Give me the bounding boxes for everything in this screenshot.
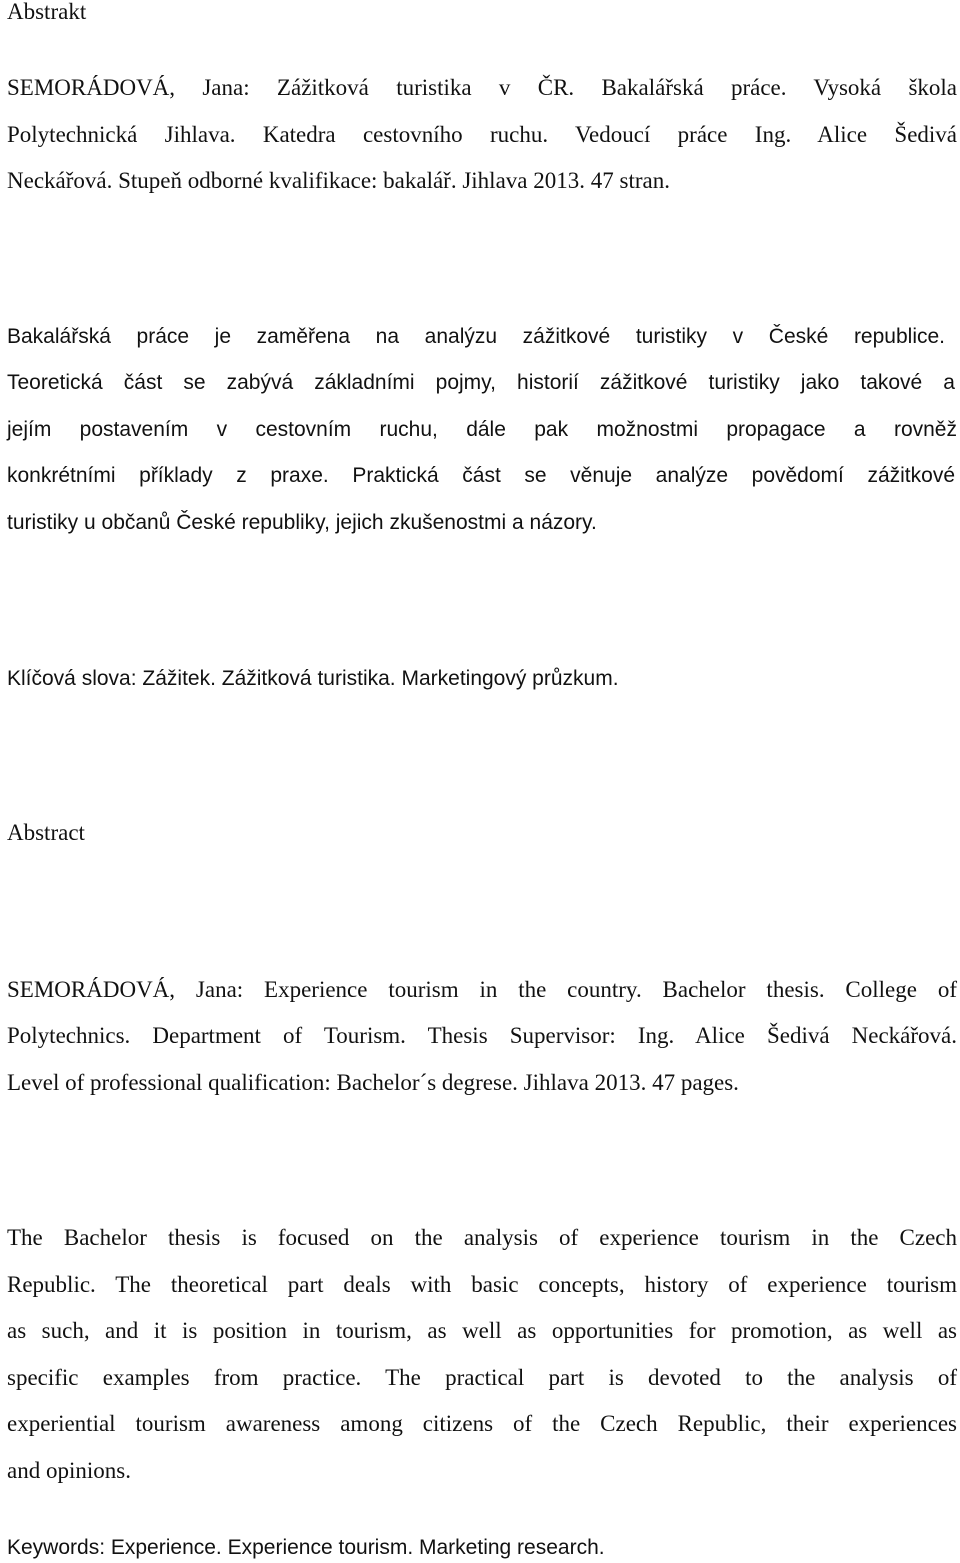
english-abstract-line-5: experiential tourism awareness among citizens of the Czech Republic, their experiences xyxy=(7,1411,957,1436)
czech-abstract-line-5: turistiky u občanů České republiky, jejich zkušenostmi a názory. xyxy=(7,511,597,534)
english-abstract-line-4: specific examples from practice. The practical part is devoted to the analysis of xyxy=(7,1365,957,1390)
english-keywords: Keywords: Experience. Experience tourism. Marketing research. xyxy=(7,1536,605,1559)
czech-citation-line-1: SEMORÁDOVÁ, Jana: Zážitková turistika v ČR. Bakalářská práce. Vysoká škola xyxy=(7,75,957,100)
english-citation-line-1: SEMORÁDOVÁ, Jana: Experience tourism in the country. Bachelor thesis. College of xyxy=(7,977,957,1002)
english-citation-line-3: Level of professional qualification: Bachelor´s degrese. Jihlava 2013. 47 pages. xyxy=(7,1070,739,1095)
english-abstract-line-3: as such, and it is position in tourism, as well as opportunities for promotion, as well as xyxy=(7,1318,957,1343)
czech-citation-line-2: Polytechnická Jihlava. Katedra cestovního ruchu. Vedoucí práce Ing. Alice Šedivá xyxy=(7,122,957,147)
czech-abstract-line-4: konkrétními příklady z praxe. Praktická část se věnuje analýze povědomí zážitkové xyxy=(7,464,955,487)
czech-abstract-line-3: jejím postavením v cestovním ruchu, dále pak možnostmi propagace a rovněž xyxy=(7,418,957,441)
czech-citation-line-3: Neckářová. Stupeň odborné kvalifikace: bakalář. Jihlava 2013. 47 stran. xyxy=(7,168,670,193)
czech-heading: Abstrakt xyxy=(7,0,87,24)
english-citation-line-2: Polytechnics. Department of Tourism. Thesis Supervisor: Ing. Alice Šedivá Neckářová. xyxy=(7,1023,957,1048)
english-heading: Abstract xyxy=(7,820,85,845)
czech-abstract-line-2: Teoretická část se zabývá základními pojmy, historií zážitkové turistiky jako takové a xyxy=(7,371,955,394)
czech-abstract-line-1: Bakalářská práce je zaměřena na analýzu zážitkové turistiky v České republice. xyxy=(7,325,945,348)
english-abstract-line-1: The Bachelor thesis is focused on the analysis of experience tourism in the Czech xyxy=(7,1225,957,1250)
english-abstract-line-6: and opinions. xyxy=(7,1458,131,1483)
english-abstract-line-2: Republic. The theoretical part deals with basic concepts, history of experience tourism xyxy=(7,1272,957,1297)
czech-keywords: Klíčová slova: Zážitek. Zážitková turistika. Marketingový průzkum. xyxy=(7,667,619,690)
